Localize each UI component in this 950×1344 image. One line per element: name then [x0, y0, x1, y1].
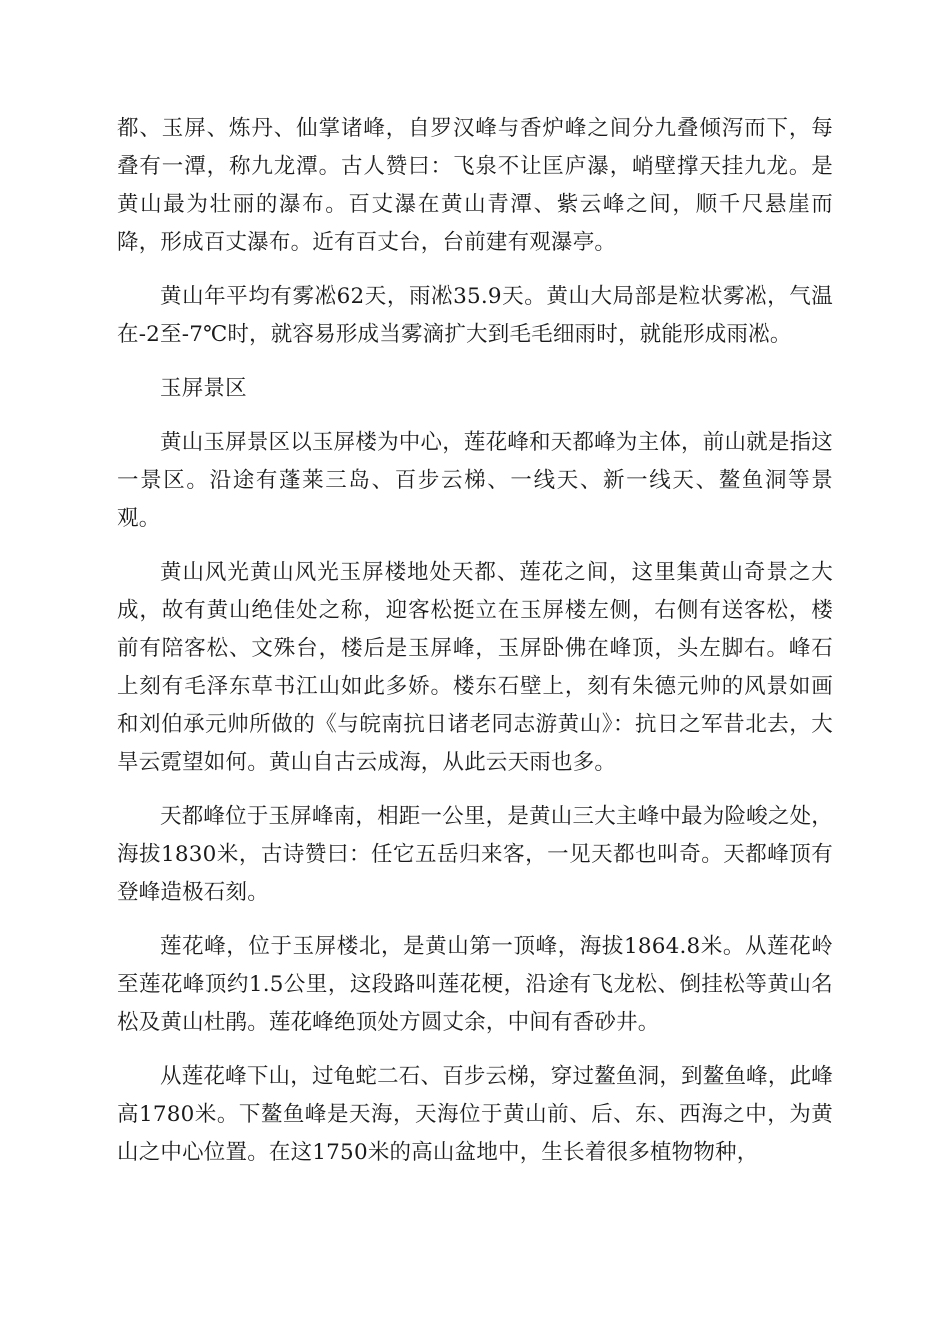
- paragraph-rime: 黄山年平均有雾凇62天，雨凇35.9天。黄山大局部是粒状雾凇，气温在-2至-7℃时，就容易形成当雾滴扩大到毛毛细雨时，就能形成雨凇。: [117, 284, 833, 347]
- paragraph-lotus-peak: 莲花峰，位于玉屏楼北，是黄山第一顶峰，海拔1864.8米。从莲花岭至莲花峰顶约1.5公里，这段路叫莲花梗，沿途有飞龙松、倒挂松等黄山名松及黄山杜鹃。莲花峰绝顶处方圆丈余，中间有香砂井。: [117, 934, 833, 1035]
- section-heading-yuping: 玉屏景区: [160, 376, 247, 401]
- paragraph-yuping-intro: 黄山玉屏景区以玉屏楼为中心，莲花峰和天都峰为主体，前山就是指这一景区。沿途有蓬莱三岛、百步云梯、一线天、新一线天、鳌鱼洞等景观。: [117, 430, 833, 531]
- paragraph-aoyu-peak: 从莲花峰下山，过龟蛇二石、百步云梯，穿过鳌鱼洞，到鳌鱼峰，此峰高1780米。下鳌鱼峰是天海，天海位于黄山前、后、东、西海之中，为黄山之中心位置。在这1750米的高山盆地中，生长着很多植物物种，: [117, 1064, 833, 1165]
- paragraph-yuping-tower: 黄山风光黄山风光玉屏楼地处天都、莲花之间，这里集黄山奇景之大成，故有黄山绝佳处之称，迎客松挺立在玉屏楼左侧，右侧有送客松，楼前有陪客松、文殊台，楼后是玉屏峰，玉屏卧佛在峰顶，头左脚右。峰石上刻有毛泽东草书江山如此多娇。楼东石壁上，刻有朱德元帅的风景如画和刘伯承元帅所做的《与皖南抗日诸老同志游黄山》：抗日之军昔北去，大旱云霓望如何。黄山自古云成海，从此云天雨也多。: [117, 560, 833, 775]
- document-body: [117, 110, 833, 1188]
- paragraph-waterfalls: 都、玉屏、炼丹、仙掌诸峰，自罗汉峰与香炉峰之间分九叠倾泻而下，每叠有一潭，称九龙潭。古人赞曰：飞泉不让匡庐瀑，峭壁撑天挂九龙。是黄山最为壮丽的瀑布。百丈瀑在黄山青潭、紫云峰之间，顺千尺悬崖而降，形成百丈瀑布。近有百丈台，台前建有观瀑亭。: [117, 116, 833, 255]
- paragraph-tiandu-peak: 天都峰位于玉屏峰南，相距一公里，是黄山三大主峰中最为险峻之处，海拔1830米，古诗赞曰：任它五岳归来客，一见天都也叫奇。天都峰顶有登峰造极石刻。: [117, 804, 833, 905]
